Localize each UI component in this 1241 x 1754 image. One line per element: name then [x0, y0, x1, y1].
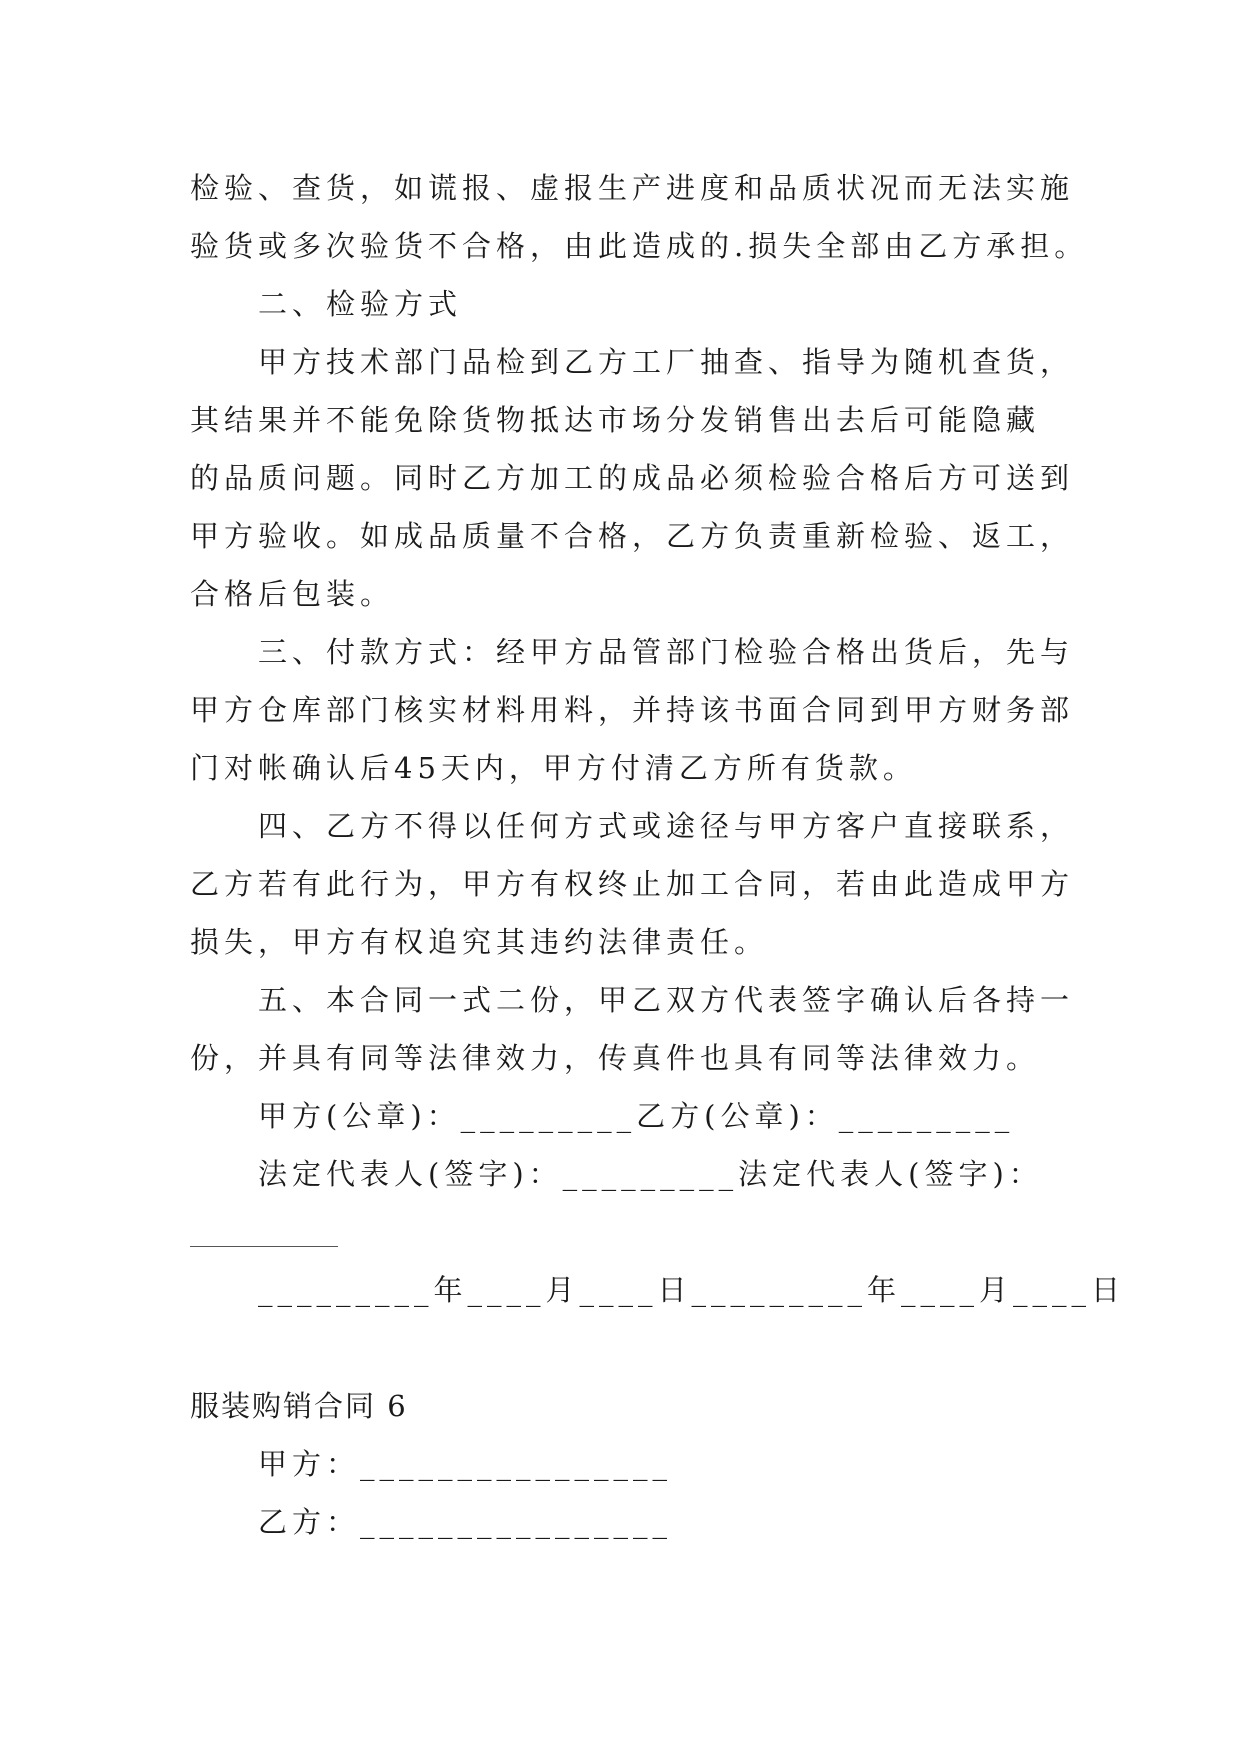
paragraph-line: 乙方若有此行为，甲方有权终止加工合同，若由此造成甲方 — [190, 867, 1075, 901]
paragraph-line: 门对帐确认后45天内，甲方付清乙方所有货款。 — [190, 751, 917, 785]
contract-title: 服装购销合同 6 — [190, 1389, 408, 1423]
paragraph-line: 其结果并不能免除货物抵达市场分发销售出去后可能隐藏 — [190, 403, 1041, 437]
paragraph-line: 甲方验收。如成品质量不合格，乙方负责重新检验、返工， — [190, 519, 1075, 553]
party-a-line: 甲方：________________ — [258, 1447, 673, 1481]
paragraph-line: 损失，甲方有权追究其违约法律责任。 — [190, 925, 769, 959]
paragraph-line: 份，并具有同等法律效力，传真件也具有同等法律效力。 — [190, 1041, 1041, 1075]
paragraph-line: 四、乙方不得以任何方式或途径与甲方客户直接联系， — [258, 809, 1075, 843]
paragraph-line: 检验、查货，如谎报、虚报生产进度和品质状况而无法实施 — [190, 171, 1075, 205]
paragraph-line: 甲方技术部门品检到乙方工厂抽查、指导为随机查货， — [258, 345, 1075, 379]
seal-line: 甲方(公章)：_________乙方(公章)：_________ — [258, 1099, 1015, 1133]
date-line: _________年____月____日_________年____月____日 — [258, 1273, 1126, 1307]
paragraph-line: 三、付款方式：经甲方品管部门检验合格出货后，先与 — [258, 635, 1075, 669]
section-heading: 二、检验方式 — [258, 287, 463, 321]
paragraph-line: 五、本合同一式二份，甲乙双方代表签字确认后各持一 — [258, 983, 1075, 1017]
paragraph-line: 甲方仓库部门核实材料用料，并持该书面合同到甲方财务部 — [190, 693, 1075, 727]
paragraph-line: 验货或多次验货不合格，由此造成的.损失全部由乙方承担。 — [190, 229, 1089, 263]
paragraph-line: 的品质问题。同时乙方加工的成品必须检验合格后方可送到 — [190, 461, 1075, 495]
party-b-line: 乙方：________________ — [258, 1505, 673, 1539]
signature-blank — [190, 1246, 338, 1247]
paragraph-line: 合格后包装。 — [190, 577, 395, 611]
signature-line: 法定代表人(签字)：_________法定代表人(签字)： — [258, 1157, 1043, 1191]
